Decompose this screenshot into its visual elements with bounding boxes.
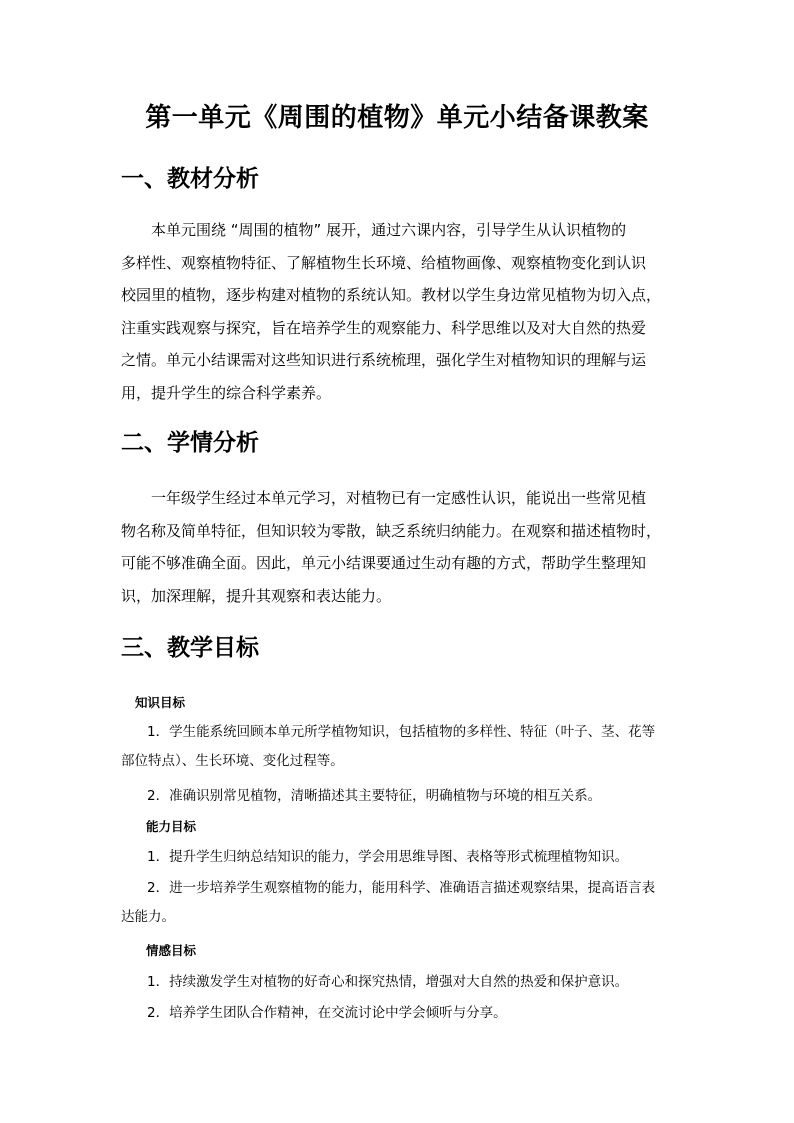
paragraph-line: 之情。单元小结课需对这些知识进行系统梳理，强化学生对植物知识的理解与运: [121, 351, 647, 369]
goal-item: [121, 843, 681, 872]
section-heading-material: 一、教材分析: [121, 166, 259, 192]
goal-line: 部位特点）、生长环境、变化过程等。: [121, 753, 344, 769]
goal-line: 2．培养学生团队合作精神，在交流讨论中学会倾听与分享。: [147, 1005, 507, 1021]
goal-line: 达能力。: [121, 909, 175, 925]
document-title: 第一单元《周围的植物》单元小结备课教案: [145, 103, 649, 133]
material-paragraph: [121, 214, 675, 409]
goal-item: [121, 999, 681, 1028]
goal-line: 2．进一步培养学生观察植物的能力，能用科学、准确语言描述观察结果，提高语言表: [147, 880, 656, 896]
goal-item: [121, 718, 681, 776]
paragraph-line: 物名称及简单特征，但知识较为零散，缺乏系统归纳能力。在观察和描述植物时，: [121, 521, 662, 540]
students-paragraph: [121, 482, 675, 612]
goal-line: 1．提升学生归纳总结知识的能力，学会用思维导图、表格等形式梳理植物知识。: [147, 849, 629, 865]
subheading-ability: 能力目标: [146, 819, 197, 834]
goal-line: 1．学生能系统回顾本单元所学植物知识，包括植物的多样性、特征（叶子、茎、花等: [147, 724, 656, 740]
subheading-emotion: 情感目标: [146, 943, 197, 958]
paragraph-line: 多样性、观察植物特征、了解植物生长环境、给植物画像、观察植物变化到认识: [121, 253, 647, 272]
goal-item: [121, 782, 681, 811]
paragraph-line: 一年级学生经过本单元学习，对植物已有一定感性认识，能说出一些常见植: [151, 489, 647, 507]
goal-line: 2．准确识别常见植物，清晰描述其主要特征，明确植物与环境的相互关系。: [147, 788, 602, 804]
goal-item: [121, 874, 681, 932]
paragraph-line: 可能不够准确全面。因此，单元小结课要通过生动有趣的方式，帮助学生整理知: [121, 554, 647, 572]
goal-item: [121, 968, 681, 997]
paragraph-line: 本单元围绕 “周围的植物” 展开，通过六课内容，引导学生从认识植物的: [151, 221, 627, 239]
paragraph-line: 注重实践观察与探究，旨在培养学生的观察能力、科学思维以及对大自然的热爱: [121, 318, 647, 337]
subheading-knowledge: 知识目标: [135, 695, 186, 710]
goal-line: 1．持续激发学生对植物的好奇心和探究热情，增强对大自然的热爱和保护意识。: [147, 974, 629, 990]
paragraph-line: 识，加深理解，提升其观察和表达能力。: [121, 586, 392, 605]
section-heading-goals: 三、教学目标: [121, 635, 259, 661]
paragraph-line: 校园里的植物，逐步构建对植物的系统认知。教材以学生身边常见植物为切入点，: [121, 286, 662, 304]
section-heading-students: 二、学情分析: [121, 430, 259, 456]
paragraph-line: 用，提升学生的综合科学素养。: [121, 383, 332, 402]
